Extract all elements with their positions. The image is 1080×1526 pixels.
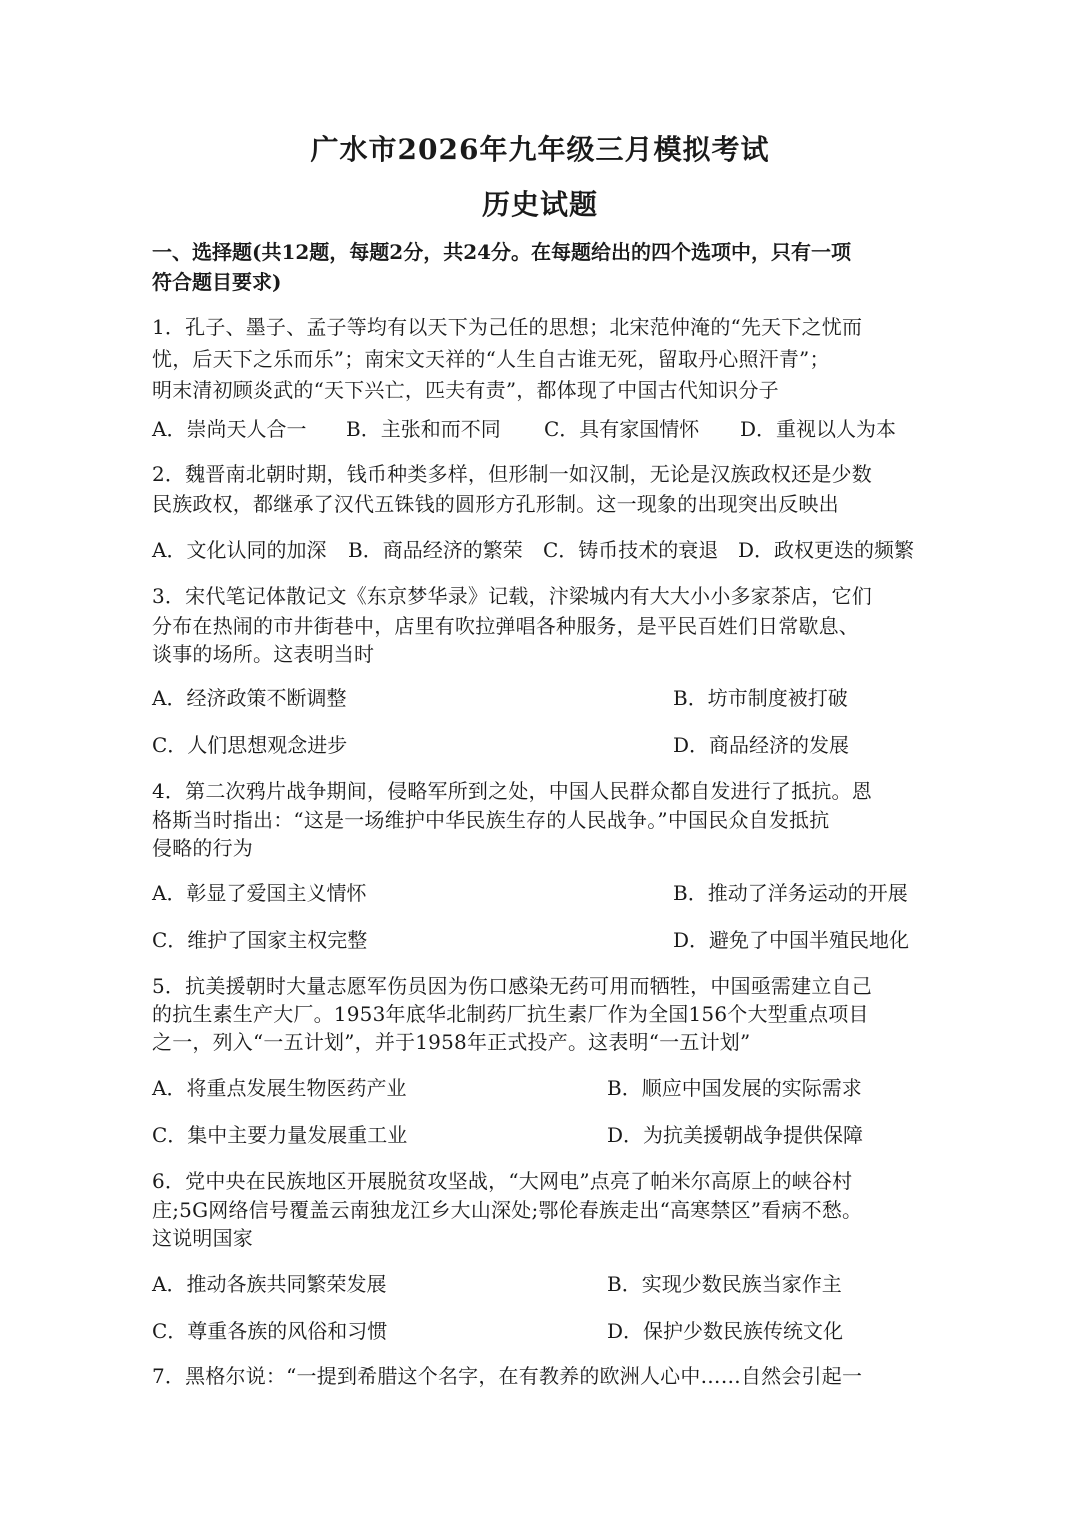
section-instructions-line: 一、选择题(共12题，每题2分，共24分。在每题给出的四个选项中，只有一项: [152, 240, 852, 264]
exam-subtitle: 历史试题: [481, 188, 598, 221]
question-1-option-c: C．具有家国情怀: [544, 417, 700, 441]
question-5-option-d: D．为抗美援朝战争提供保障: [607, 1123, 864, 1147]
question-6-line: 这说明国家: [152, 1226, 253, 1250]
question-5-line: 之一，列入“一五计划”，并于1958年正式投产。这表明“一五计划”: [152, 1030, 751, 1054]
question-6-option-d: D．保护少数民族传统文化: [607, 1319, 844, 1343]
question-6-option-c: C．尊重各族的风俗和习惯: [152, 1319, 388, 1343]
question-3-line: 3．宋代笔记体散记文《东京梦华录》记载，汴梁城内有大大小小多家茶店，它们: [152, 584, 872, 608]
section-instructions-line: 符合题目要求): [152, 270, 282, 294]
question-6-line: 庄;5G网络信号覆盖云南独龙江乡大山深处;鄂伦春族走出“高寒禁区”看病不愁。: [152, 1198, 863, 1222]
question-2-line: 民族政权，都继承了汉代五铢钱的圆形方孔形制。这一现象的出现突出反映出: [152, 492, 839, 516]
question-3-option-c: C．人们思想观念进步: [152, 733, 348, 757]
question-3-option-b: B．坊市制度被打破: [673, 686, 848, 710]
question-6-option-a: A．推动各族共同繁荣发展: [152, 1272, 387, 1296]
question-3-option-d: D．商品经济的发展: [673, 733, 850, 757]
question-4-line: 4．第二次鸦片战争期间，侵略军所到之处，中国人民群众都自发进行了抵抗。恩: [152, 779, 872, 803]
question-1-option-b: B．主张和而不同: [346, 417, 501, 441]
question-4-line: 格斯当时指出：“这是一场维护中华民族生存的人民战争。”中国民众自发抵抗: [152, 808, 830, 832]
question-5-line: 的抗生素生产大厂。1953年底华北制药厂抗生素厂作为全国156个大型重点项目: [152, 1002, 869, 1026]
question-1-option-a: A．崇尚天人合一: [152, 417, 307, 441]
question-7-line: 7．黑格尔说：“一提到希腊这个名字，在有教养的欧洲人心中……自然会引起一: [152, 1364, 863, 1388]
question-1-line: 明末清初顾炎武的“天下兴亡，匹夫有责”，都体现了中国古代知识分子: [152, 378, 779, 402]
question-5-option-b: B．顺应中国发展的实际需求: [607, 1076, 862, 1100]
question-4-line: 侵略的行为: [152, 836, 253, 860]
question-4-option-d: D．避免了中国半殖民地化: [673, 928, 910, 952]
question-2-option-d: D．政权更迭的频繁: [738, 538, 915, 562]
question-2-line: 2．魏晋南北朝时期，钱币种类多样，但形制一如汉制，无论是汉族政权还是少数: [152, 462, 872, 486]
question-3-option-a: A．经济政策不断调整: [152, 686, 347, 710]
question-3-line: 谈事的场所。这表明当时: [152, 642, 375, 666]
question-5-line: 5．抗美援朝时大量志愿军伤员因为伤口感染无药可用而牺牲，中国亟需建立自己: [152, 974, 872, 998]
question-1-option-d: D．重视以人为本: [740, 417, 897, 441]
question-3-line: 分布在热闹的市井街巷中，店里有吹拉弹唱各种服务，是平民百姓们日常歇息、: [152, 614, 859, 638]
question-4-option-a: A．彰显了爱国主义情怀: [152, 881, 367, 905]
question-6-option-b: B．实现少数民族当家作主: [607, 1272, 842, 1296]
question-5-option-a: A．将重点发展生物医药产业: [152, 1076, 407, 1100]
question-2-option-a: A．文化认同的加深: [152, 538, 327, 562]
section-instructions: [152, 237, 942, 297]
question-6-line: 6．党中央在民族地区开展脱贫攻坚战，“大网电”点亮了帕米尔高原上的峡谷村: [152, 1169, 853, 1193]
question-1-line: 1．孔子、墨子、孟子等均有以天下为己任的思想；北宋范仲淹的“先天下之忧而: [152, 315, 863, 339]
question-4-option-b: B．推动了洋务运动的开展: [673, 881, 908, 905]
question-4-option-c: C．维护了国家主权完整: [152, 928, 368, 952]
question-2-option-c: C．铸币技术的衰退: [543, 538, 719, 562]
exam-title: 广水市2026年九年级三月模拟考试: [310, 133, 770, 166]
question-2-option-b: B．商品经济的繁荣: [348, 538, 523, 562]
question-1-line: 忧，后天下之乐而乐”；南宋文天祥的“人生自古谁无死，留取丹心照汗青”；: [152, 347, 830, 371]
question-5-option-c: C．集中主要力量发展重工业: [152, 1123, 408, 1147]
